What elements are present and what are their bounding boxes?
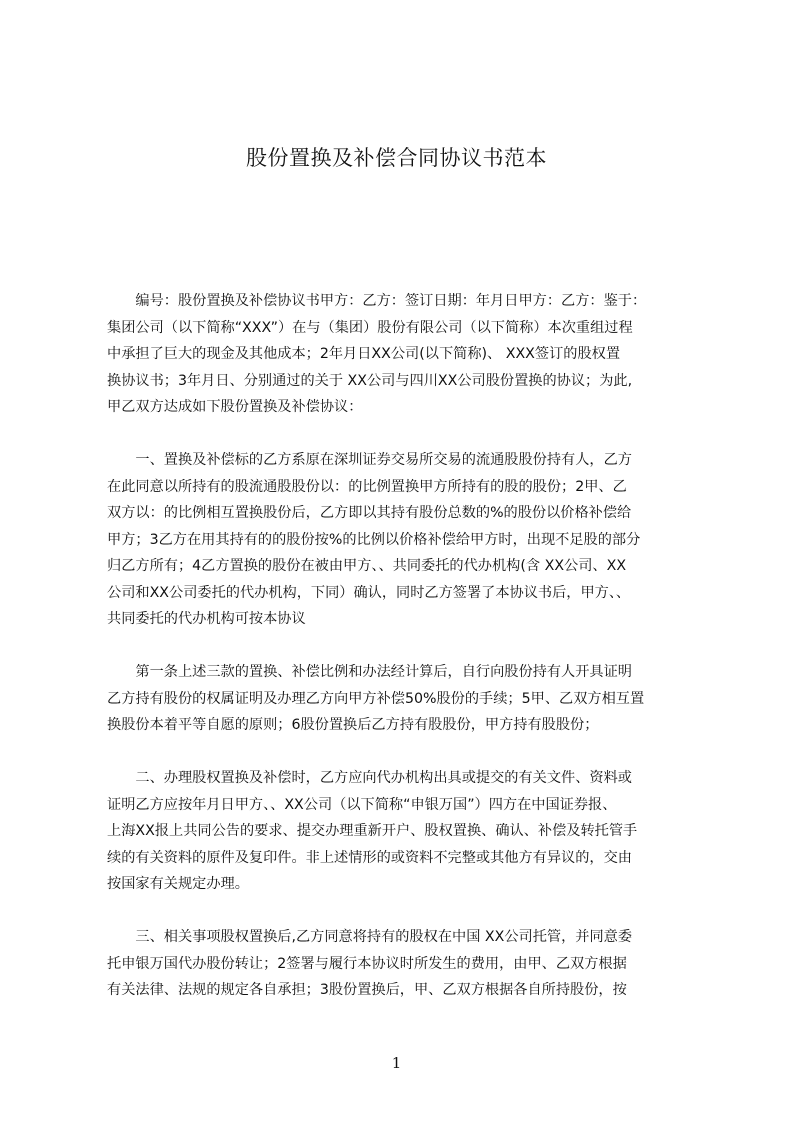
document-title: 股份置换及补偿合同协议书范本 (246, 146, 547, 170)
paragraph-gap (107, 421, 697, 448)
text-line: 共同委托的代办机构可按本协议 (107, 611, 306, 627)
text-line: 三、相关事项股权置换后,乙方同意将持有的股权在中国 XX公司托管，并同意委 (107, 929, 633, 945)
text-line: 有关法律、法规的规定各自承担；3股份置换后，甲、乙双方根据各自所持股份，按 (107, 982, 627, 998)
text-line: 编号：股份置换及补偿协议书甲方：乙方：签订日期：年月日甲方：乙方：鉴于： (107, 293, 647, 309)
text-line: 证明乙方应按年月日甲方、、XX公司（以下简称“申银万国”）四方在中国证券报、 (107, 796, 617, 813)
text-line: 集团公司（以下简称“XXX”）在与（集团）股份有限公司（以下简称）本次重组过程 (107, 319, 633, 336)
page-number: 1 (391, 1054, 402, 1072)
text-line: 甲乙双方达成如下股份置换及补偿协议： (107, 399, 363, 415)
paragraph-article-1 (107, 659, 697, 739)
paragraph-section-3 (107, 924, 697, 1004)
text-line: 二、办理股权置换及补偿时，乙方应向代办机构出具或提交的有关文件、资料或 (107, 770, 632, 786)
text-line: 托申银万国代办股份转让；2签署与履行本协议时所发生的费用，由甲、乙双方根据 (107, 955, 627, 972)
paragraph-preamble (107, 288, 697, 421)
text-line: 乙方持有股份的权属证明及办理乙方向甲方补偿50%股份的手续；5甲、乙双方相互置 (107, 690, 645, 707)
text-line: 公司和XX公司委托的代办机构，下同）确认，同时乙方签署了本协议书后，甲方、、 (107, 584, 631, 601)
paragraph-gap (107, 898, 697, 925)
text-line: 换股份本着平等自愿的原则；6股份置换后乙方持有股股份，甲方持有股股份； (107, 717, 599, 733)
text-line: 上海XX报上共同公告的要求、提交办理重新开户、股权置换、确认、补偿及转托管手 (107, 823, 638, 839)
text-line: 双方以：的比例相互置换股份后，乙方即以其持有股份总数的%的股份以价格补偿给 (107, 505, 632, 521)
text-line: 换协议书；3年月日、分别通过的关于 XX公司与四川XX公司股份置换的协议；为此, (107, 372, 633, 389)
paragraph-section-2 (107, 765, 697, 898)
text-line: 按国家有关规定办理。 (107, 876, 249, 892)
paragraph-section-1 (107, 447, 697, 633)
text-line: 续的有关资料的原件及复印件。非上述情形的或资料不完整或其他方有异议的，交由 (107, 849, 632, 866)
text-line: 中承担了巨大的现金及其他成本；2年月日XX公司(以下简称)、 XXX签订的股权置 (107, 346, 621, 362)
text-line: 甲方；3乙方在用其持有的的股份按%的比例以价格补偿给甲方时，出现不足股的部分 (107, 531, 641, 548)
paragraph-gap (107, 633, 697, 660)
text-line: 归乙方所有；4乙方置换的股份在被由甲方、、共同委托的代办机构(含 XX公司、XX (107, 558, 627, 574)
paragraph-gap (107, 739, 697, 766)
text-line: 一、置换及补偿标的乙方系原在深圳证券交易所交易的流通股股份持有人，乙方 (107, 452, 632, 468)
text-line: 在此同意以所持有的股流通股股份以：的比例置换甲方所持有的股的股份；2甲、乙 (107, 478, 627, 495)
document-body (107, 288, 697, 1004)
text-line: 第一条上述三款的置换、补偿比例和办法经计算后，自行向股份持有人开具证明 (107, 664, 632, 680)
